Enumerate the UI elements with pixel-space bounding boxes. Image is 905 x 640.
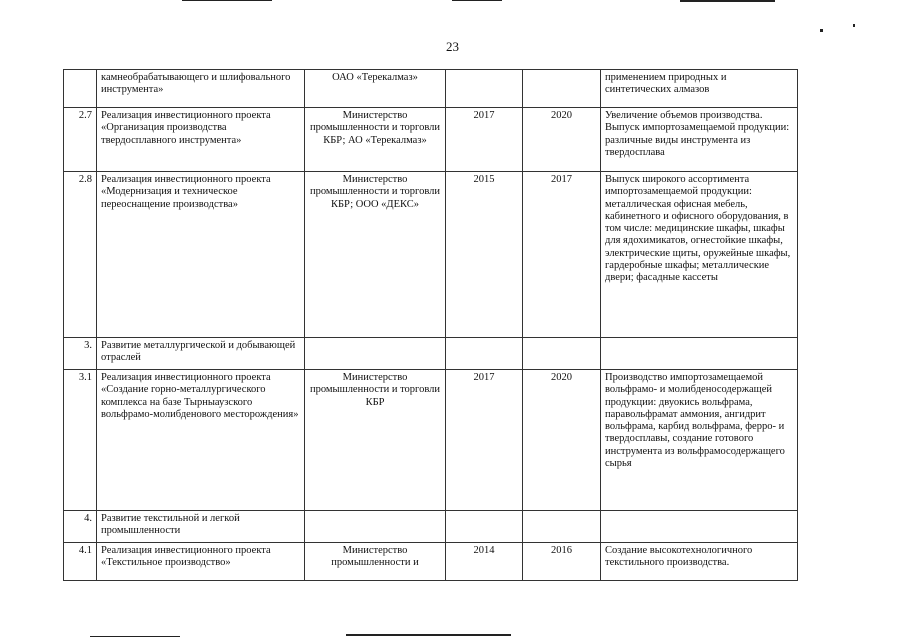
cell-executor: Министерство промышленности и торговли КБР; ООО «ДЕКС»: [305, 172, 446, 338]
cell-start-year: [446, 70, 523, 108]
table-row: [64, 511, 798, 543]
cell-result: применением природных и синтетических алмазов: [601, 70, 798, 108]
cell-end-year: 2017: [523, 172, 601, 338]
cell-name: Реализация инвестиционного проекта «Организация производства твердосплавного инструмента»: [97, 108, 305, 172]
table-body: [64, 70, 798, 581]
cell-name: Развитие металлургической и добывающей отраслей: [97, 338, 305, 370]
scan-artifact-bottom-left: [90, 636, 180, 637]
cell-number: 3.: [64, 338, 97, 370]
scan-artifact-bottom-mid: [346, 634, 511, 636]
scan-artifact-dot: [853, 24, 855, 27]
cell-result: Создание высокотехнологичного текстильного производства.: [601, 543, 798, 581]
table-row: [64, 338, 798, 370]
cell-start-year: 2017: [446, 370, 523, 511]
plan-table: [63, 69, 798, 581]
cell-name: Развитие текстильной и легкой промышленности: [97, 511, 305, 543]
cell-executor: Министерство промышленности и: [305, 543, 446, 581]
scan-artifact-top-right: [680, 0, 775, 2]
table-row: [64, 370, 798, 511]
scan-artifact-top-left: [182, 0, 272, 1]
cell-executor: Министерство промышленности и торговли КБР: [305, 370, 446, 511]
cell-end-year: [523, 511, 601, 543]
cell-executor: ОАО «Терекалмаз»: [305, 70, 446, 108]
cell-result: Увеличение объемов производства. Выпуск импортозамещаемой продукции: различные виды инструмента из твердосплава: [601, 108, 798, 172]
table-row: [64, 70, 798, 108]
cell-executor: Министерство промышленности и торговли КБР; АО «Терекалмаз»: [305, 108, 446, 172]
scan-artifact-dot: [820, 29, 823, 32]
cell-result: [601, 338, 798, 370]
cell-result: Выпуск широкого ассортимента импортозамещаемой продукции: металлическая офисная мебель, кабинетного и офисного оборудования, в том числе: медицинские шкафы, шкафы для ядохимикатов, огнестойкие шкафы, электрические щиты, оружейные шкафы, гардеробные шкафы; металлические двери; фасадные кассеты: [601, 172, 798, 338]
cell-name: Реализация инвестиционного проекта «Текстильное производство»: [97, 543, 305, 581]
cell-end-year: 2020: [523, 370, 601, 511]
cell-end-year: [523, 338, 601, 370]
table-row: [64, 172, 798, 338]
cell-result: [601, 511, 798, 543]
cell-number: 2.7: [64, 108, 97, 172]
cell-result: Производство импортозамещаемой вольфрамо- и молибденосодержащей продукции: двуокись вольфрама, паравольфрамат аммония, ангидрит вольфрама, карбид вольфрама, ферро- и твердосплавы, создание готового инструмента из вольфрамосодержащего сырья: [601, 370, 798, 511]
cell-number: 4.1: [64, 543, 97, 581]
cell-number: 3.1: [64, 370, 97, 511]
cell-executor: [305, 511, 446, 543]
table-row: [64, 108, 798, 172]
cell-end-year: 2020: [523, 108, 601, 172]
cell-name: камнеобрабатывающего и шлифовального инструмента»: [97, 70, 305, 108]
scan-artifact-top-mid: [452, 0, 502, 1]
cell-end-year: [523, 70, 601, 108]
cell-start-year: [446, 338, 523, 370]
cell-start-year: 2014: [446, 543, 523, 581]
cell-name: Реализация инвестиционного проекта «Создание горно-металлургического комплекса на базе Тырныаузского вольфрамо-молибденового месторождения»: [97, 370, 305, 511]
cell-executor: [305, 338, 446, 370]
cell-number: 4.: [64, 511, 97, 543]
cell-start-year: [446, 511, 523, 543]
cell-number: 2.8: [64, 172, 97, 338]
cell-start-year: 2015: [446, 172, 523, 338]
cell-number: [64, 70, 97, 108]
cell-start-year: 2017: [446, 108, 523, 172]
cell-name: Реализация инвестиционного проекта «Модернизация и техническое переоснащение производства»: [97, 172, 305, 338]
page-number: 23: [446, 39, 459, 54]
cell-end-year: 2016: [523, 543, 601, 581]
table-row: [64, 543, 798, 581]
